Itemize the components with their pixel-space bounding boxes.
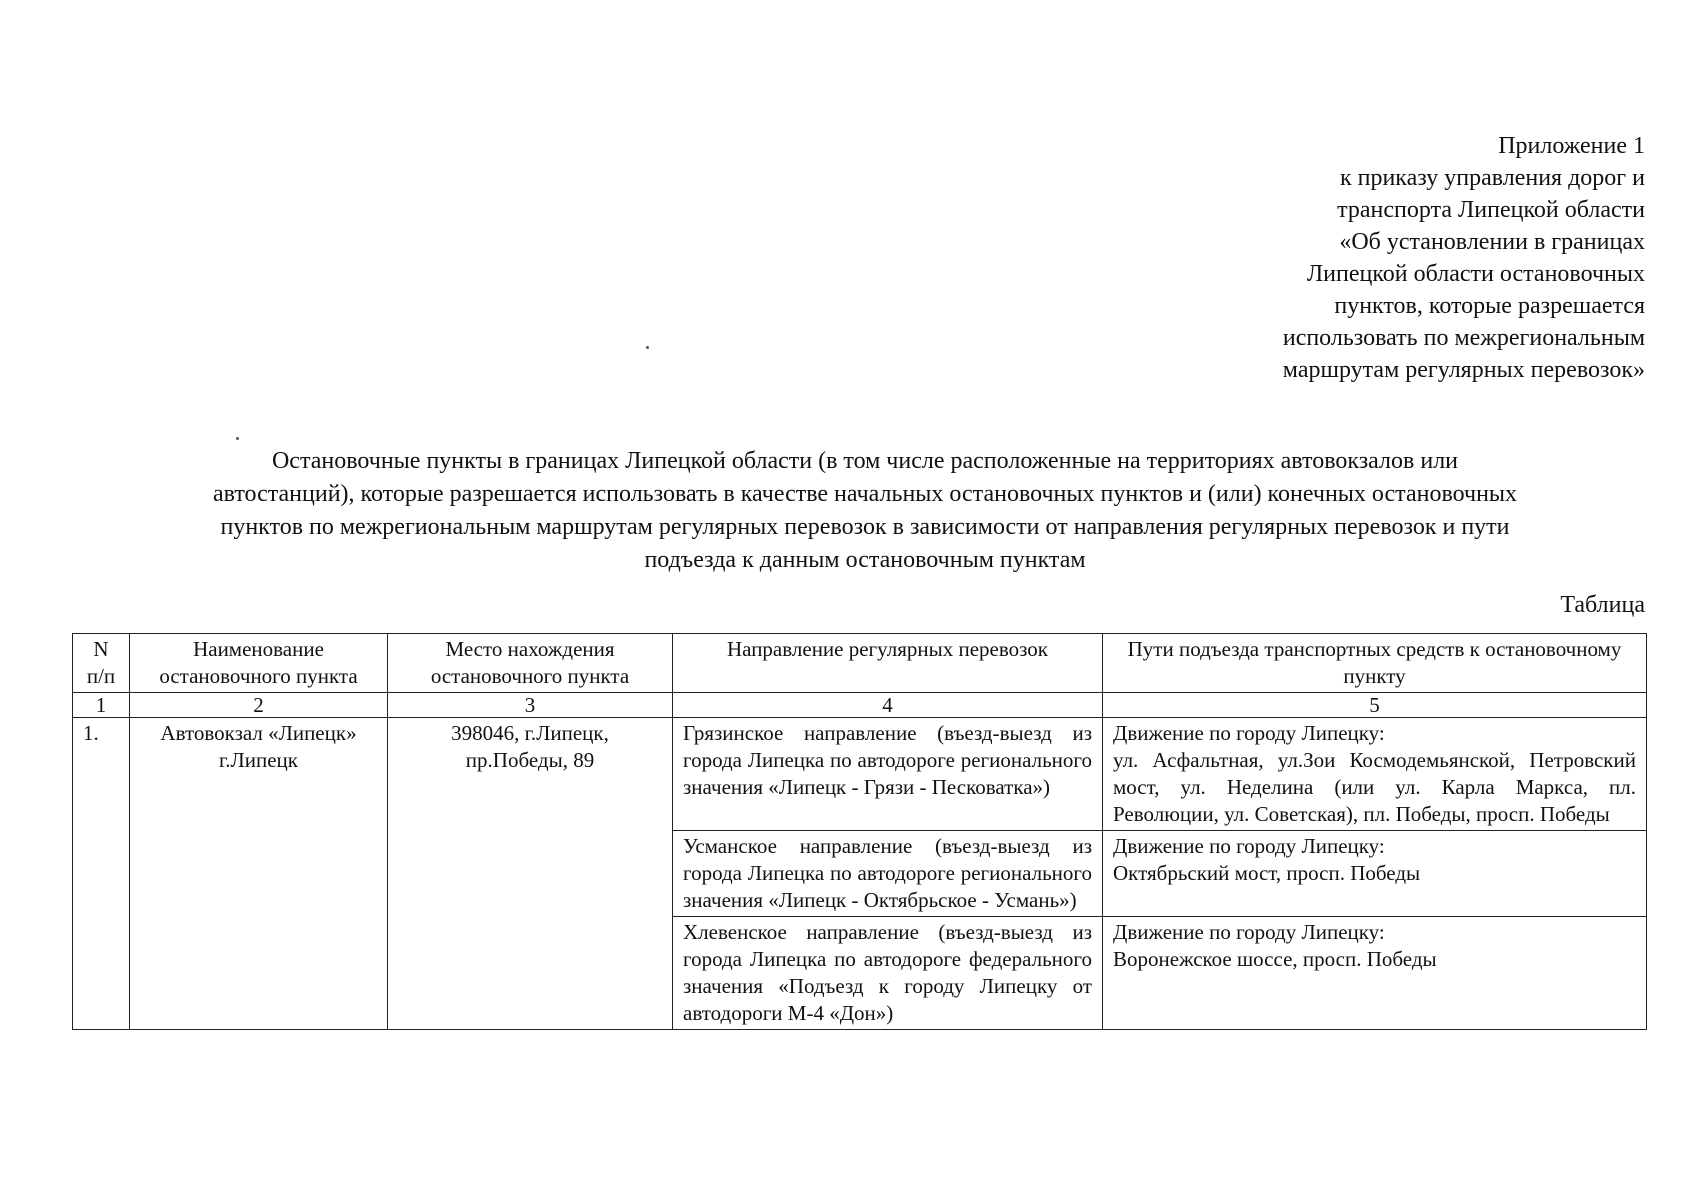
access-path-heading: Движение по городу Липецку: xyxy=(1113,721,1385,745)
header-access-path: Пути подъезда транспортных средств к остановочному пункту xyxy=(1103,634,1647,693)
title-line: автостанций), которые разрешается использовать в качестве начальных остановочных пунктов и (или) конечных остановочных xyxy=(212,481,1518,507)
title-line: Остановочные пункты в границах Липецкой области (в том числе расположенные на территориях автовокзалов или xyxy=(271,448,1459,474)
appendix-line: Приложение 1 xyxy=(1498,133,1645,159)
stop-name: Автовокзал «Липецк» г.Липецк xyxy=(130,718,388,1030)
column-number: 2 xyxy=(130,693,388,718)
appendix-header xyxy=(1085,130,1645,386)
table-header-row xyxy=(73,634,1647,693)
direction-cell: Усманское направление (въезд-выезд из города Липецка по автодороге регионального значения «Липецк - Октябрьское - Усмань») xyxy=(673,831,1103,917)
column-numbers-row xyxy=(73,693,1647,718)
header-stop-name: Наименование остановочного пункта xyxy=(130,634,388,693)
appendix-line: транспорта Липецкой области xyxy=(1337,197,1645,223)
access-path-cell xyxy=(1103,718,1647,831)
direction-cell: Хлевенское направление (въезд-выезд из города Липецка по автодороге федерального значения «Подъезд к городу Липецку от автодороги М-4 «Дон») xyxy=(673,917,1103,1030)
access-path-text: Октябрьский мост, просп. Победы xyxy=(1113,861,1421,885)
document-title xyxy=(70,445,1660,577)
row-number: 1. xyxy=(73,718,130,1030)
stops-table xyxy=(72,633,1647,1030)
table-row xyxy=(73,718,1647,831)
appendix-line: маршрутам регулярных перевозок» xyxy=(1282,357,1645,383)
header-number: N п/п xyxy=(73,634,130,693)
appendix-line: использовать по межрегиональным xyxy=(1282,325,1645,351)
header-direction: Направление регулярных перевозок xyxy=(673,634,1103,693)
direction-cell: Грязинское направление (въезд-выезд из города Липецка по автодороге регионального значения «Липецк - Грязи - Песковатка») xyxy=(673,718,1103,831)
access-path-text: ул. Асфальтная, ул.Зои Космодемьянской, Петровский мост, ул. Неделина (или ул. Карла Маркса, пл. Революции, ул. Советская), пл. Победы, просп. Победы xyxy=(1113,748,1636,826)
header-location: Место нахождения остановочного пункта xyxy=(388,634,673,693)
access-path-text: Воронежское шоссе, просп. Победы xyxy=(1113,947,1437,971)
column-number: 1 xyxy=(73,693,130,718)
title-line: подъезда к данным остановочным пунктам xyxy=(644,547,1086,573)
access-path-cell xyxy=(1103,917,1647,1030)
access-path-cell xyxy=(1103,831,1647,917)
appendix-line: «Об установлении в границах xyxy=(1339,229,1645,255)
access-path-heading: Движение по городу Липецку: xyxy=(1113,920,1385,944)
column-number: 4 xyxy=(673,693,1103,718)
scan-speck xyxy=(236,437,239,440)
title-line: пунктов по межрегиональным маршрутам регулярных перевозок в зависимости от направления регулярных перевозок и пути xyxy=(220,514,1510,540)
table-label: Таблица xyxy=(1560,592,1645,618)
appendix-line: пунктов, которые разрешается xyxy=(1334,293,1645,319)
column-number: 5 xyxy=(1103,693,1647,718)
column-number: 3 xyxy=(388,693,673,718)
appendix-line: к приказу управления дорог и xyxy=(1339,165,1645,191)
scan-speck xyxy=(646,346,649,349)
stop-location: 398046, г.Липецк, пр.Победы, 89 xyxy=(388,718,673,1030)
appendix-line: Липецкой области остановочных xyxy=(1306,261,1645,287)
access-path-heading: Движение по городу Липецку: xyxy=(1113,834,1385,858)
